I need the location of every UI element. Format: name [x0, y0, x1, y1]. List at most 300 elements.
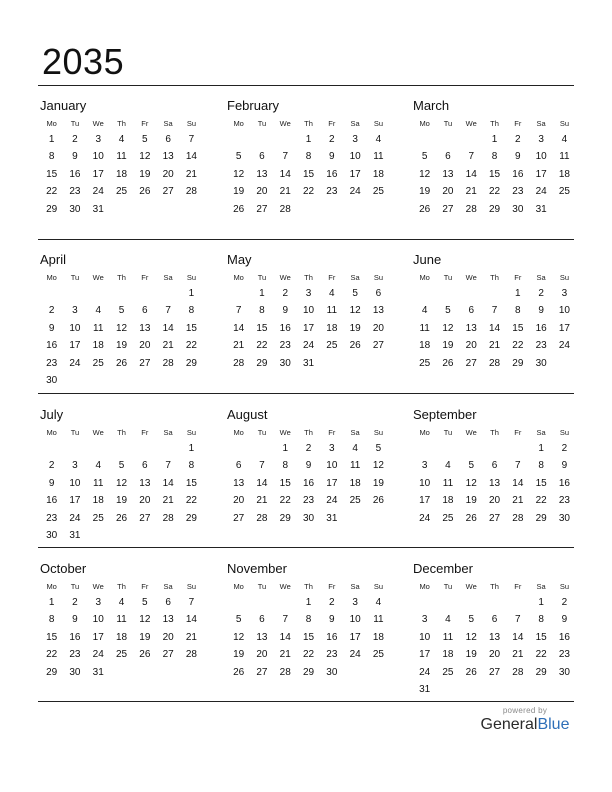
day-cell: 13: [162, 151, 174, 163]
day-cell: 8: [188, 460, 195, 472]
day-cell: 31: [326, 512, 338, 524]
weekday-label: Mo: [46, 582, 57, 591]
day-cell: 18: [92, 495, 104, 507]
weekday-label: We: [465, 428, 477, 437]
weekday-label: Fr: [328, 119, 336, 128]
day-cell: 1: [538, 443, 544, 454]
month-grid: [227, 579, 387, 681]
day-cell: 3: [421, 614, 428, 626]
day-cell: 4: [118, 597, 125, 608]
day-cell: 16: [558, 477, 570, 489]
weekday-label: Tu: [443, 273, 453, 282]
day-cell: 21: [512, 649, 524, 661]
day-cell: 18: [115, 168, 128, 180]
day-cell: 27: [139, 357, 151, 369]
weekday-label: We: [465, 273, 477, 282]
day-cell: 2: [561, 443, 568, 454]
day-cell: 3: [352, 597, 358, 608]
weekday-label: Su: [186, 119, 197, 128]
day-cell: 23: [326, 186, 338, 198]
day-cell: 17: [92, 631, 104, 643]
day-cell: 24: [419, 512, 431, 524]
weekday-label: Tu: [257, 428, 267, 437]
day-cell: 18: [372, 168, 384, 180]
day-cell: 7: [468, 151, 475, 163]
day-cell: 27: [256, 203, 268, 215]
empty-cell: [87, 285, 110, 302]
weekday-label: Su: [186, 582, 197, 591]
month-july: [40, 407, 200, 544]
weekday-label: We: [465, 119, 477, 128]
day-cell: 8: [282, 460, 289, 472]
day-cell: 4: [329, 288, 335, 299]
day-cell: 10: [419, 631, 431, 643]
weekday-label: Th: [117, 119, 126, 128]
weekday-label: Th: [490, 119, 499, 128]
day-cell: 4: [375, 134, 382, 145]
divider: [38, 701, 574, 702]
day-cell: 25: [442, 666, 454, 678]
day-cell: 23: [46, 512, 58, 524]
day-cell: 18: [115, 631, 128, 643]
day-cell: 27: [465, 357, 477, 369]
day-cell: 10: [326, 460, 338, 472]
day-cell: 8: [48, 614, 55, 626]
day-cell: 28: [233, 357, 245, 369]
day-cell: 22: [535, 649, 547, 661]
day-cell: 5: [235, 614, 242, 626]
day-cell: 19: [233, 186, 245, 198]
day-cell: 13: [256, 168, 268, 180]
weekday-label: We: [279, 582, 291, 591]
day-cell: 18: [349, 477, 361, 489]
weekday-label: Fr: [328, 582, 336, 591]
weekday-label: Sa: [350, 582, 360, 591]
day-cell: 5: [445, 305, 451, 317]
month-name: March: [413, 98, 450, 113]
day-cell: 22: [488, 186, 501, 198]
weekday-label: Sa: [536, 582, 546, 591]
day-cell: 9: [48, 477, 55, 489]
day-cell: 19: [442, 340, 454, 352]
day-cell: 2: [305, 443, 312, 454]
day-cell: 10: [558, 305, 570, 317]
day-cell: 27: [233, 512, 245, 524]
day-cell: 7: [282, 151, 289, 163]
month-grid: [40, 579, 200, 681]
day-cell: 11: [373, 151, 384, 163]
month-grid: [40, 116, 200, 218]
weekday-label: Su: [559, 119, 570, 128]
weekday-label: We: [92, 119, 104, 128]
day-cell: 4: [421, 305, 428, 317]
month-grid: [40, 425, 200, 544]
day-cell: 24: [419, 666, 431, 678]
brand-logo: [470, 716, 580, 734]
day-cell: 27: [256, 666, 268, 678]
month-grid: [227, 116, 387, 218]
day-cell: 24: [302, 340, 315, 352]
day-cell: 17: [419, 495, 431, 507]
empty-cell: [156, 285, 179, 302]
day-cell: 11: [116, 151, 127, 163]
month-name: November: [227, 561, 287, 576]
weekday-label: Tu: [70, 119, 80, 128]
empty-cell: [436, 440, 459, 457]
day-cell: 13: [139, 477, 151, 489]
day-cell: 15: [512, 322, 524, 334]
day-cell: 5: [352, 288, 358, 299]
month-october: [40, 561, 200, 681]
day-cell: 6: [491, 614, 498, 626]
weekday-label: Fr: [514, 119, 522, 128]
day-cell: 28: [256, 512, 268, 524]
weekday-label: Mo: [419, 582, 430, 591]
weekday-label: Th: [490, 582, 499, 591]
weekday-label: Th: [304, 273, 313, 282]
day-cell: 2: [48, 305, 55, 317]
day-cell: 25: [115, 649, 128, 661]
day-cell: 2: [561, 597, 568, 608]
day-cell: 28: [512, 512, 524, 524]
day-cell: 7: [165, 460, 171, 472]
day-cell: 19: [349, 322, 361, 334]
day-cell: 7: [282, 614, 289, 626]
day-cell: 17: [349, 168, 361, 180]
month-august: [227, 407, 387, 527]
day-cell: 3: [95, 597, 102, 608]
day-cell: 14: [185, 614, 197, 626]
day-cell: 23: [558, 649, 570, 661]
day-cell: 26: [349, 340, 361, 352]
day-cell: 8: [538, 460, 544, 472]
day-cell: 5: [142, 597, 148, 608]
empty-cell: [227, 285, 250, 302]
day-cell: 2: [48, 460, 55, 472]
month-name: September: [413, 407, 477, 422]
day-cell: 29: [279, 512, 291, 524]
day-cell: 24: [92, 649, 104, 661]
day-cell: 26: [115, 512, 128, 524]
weekday-label: Th: [117, 582, 126, 591]
empty-cell: [227, 594, 250, 611]
day-cell: 10: [302, 305, 315, 317]
weekday-label: Mo: [419, 273, 430, 282]
day-cell: 14: [512, 631, 524, 643]
day-cell: 23: [326, 649, 338, 661]
day-cell: 6: [235, 460, 242, 472]
month-november: [227, 561, 387, 681]
day-cell: 11: [93, 322, 104, 334]
weekday-label: Th: [490, 428, 499, 437]
day-cell: 5: [468, 614, 475, 626]
weekday-label: Su: [559, 273, 570, 282]
day-cell: 19: [139, 631, 151, 643]
month-name: February: [227, 98, 280, 113]
day-cell: 12: [115, 477, 128, 489]
day-cell: 29: [185, 512, 197, 524]
day-cell: 24: [349, 649, 361, 661]
day-cell: 31: [92, 203, 104, 215]
weekday-label: Mo: [233, 273, 244, 282]
weekday-label: We: [279, 119, 291, 128]
weekday-label: Sa: [163, 582, 173, 591]
day-cell: 9: [561, 460, 568, 472]
day-cell: 9: [329, 151, 335, 163]
day-cell: 20: [162, 168, 174, 180]
day-cell: 7: [515, 460, 521, 472]
day-cell: 12: [465, 631, 477, 643]
weekday-label: Su: [186, 428, 197, 437]
empty-cell: [483, 285, 506, 302]
weekday-label: Mo: [419, 428, 430, 437]
empty-cell: [87, 440, 110, 457]
month-grid: [227, 425, 387, 527]
day-cell: 17: [558, 322, 570, 334]
weekday-label: Th: [304, 119, 313, 128]
day-cell: 6: [142, 460, 148, 472]
day-cell: 4: [95, 460, 102, 472]
day-cell: 5: [118, 305, 125, 317]
day-cell: 16: [558, 631, 570, 643]
day-cell: 12: [233, 631, 245, 643]
day-cell: 9: [72, 151, 78, 163]
day-cell: 7: [188, 597, 195, 608]
day-cell: 6: [375, 288, 382, 299]
day-cell: 1: [515, 288, 521, 299]
day-cell: 13: [372, 305, 384, 317]
month-december: [413, 561, 573, 698]
empty-cell: [413, 285, 436, 302]
empty-cell: [483, 440, 506, 457]
month-april: [40, 252, 200, 389]
day-cell: 8: [48, 151, 55, 163]
day-cell: 21: [185, 631, 197, 643]
day-cell: 17: [302, 322, 315, 334]
day-cell: 12: [419, 168, 431, 180]
empty-cell: [63, 285, 86, 302]
day-cell: 22: [46, 649, 58, 661]
day-cell: 25: [419, 357, 431, 369]
day-cell: 11: [116, 614, 127, 626]
day-cell: 20: [372, 322, 384, 334]
day-cell: 14: [162, 477, 174, 489]
day-cell: 2: [72, 597, 78, 608]
weekday-label: We: [465, 582, 477, 591]
powered-by-label: powered by: [502, 706, 548, 715]
empty-cell: [63, 440, 86, 457]
day-cell: 23: [69, 186, 81, 198]
day-cell: 11: [442, 477, 454, 489]
day-cell: 5: [118, 460, 125, 472]
day-cell: 10: [535, 151, 547, 163]
day-cell: 2: [329, 134, 335, 145]
day-cell: 16: [69, 168, 81, 180]
month-grid: [40, 270, 200, 389]
day-cell: 22: [279, 495, 291, 507]
day-cell: 30: [326, 666, 338, 678]
day-cell: 4: [445, 460, 451, 472]
day-cell: 29: [512, 357, 524, 369]
empty-cell: [506, 440, 529, 457]
divider: [38, 547, 574, 548]
day-cell: 15: [302, 168, 315, 180]
weekday-label: We: [279, 428, 291, 437]
day-cell: 23: [535, 340, 547, 352]
day-cell: 16: [46, 340, 58, 352]
page-title: 2035: [42, 41, 125, 82]
empty-cell: [156, 440, 179, 457]
day-cell: 19: [139, 168, 151, 180]
day-cell: 1: [188, 288, 195, 299]
weekday-label: Su: [373, 273, 384, 282]
weekday-label: Fr: [141, 428, 149, 437]
weekday-label: Fr: [328, 428, 336, 437]
day-cell: 31: [69, 529, 81, 541]
empty-cell: [250, 594, 273, 611]
day-cell: 30: [512, 203, 524, 215]
day-cell: 24: [326, 495, 338, 507]
day-cell: 21: [233, 340, 245, 352]
month-name: January: [40, 98, 87, 113]
day-cell: 16: [279, 322, 291, 334]
day-cell: 22: [185, 495, 197, 507]
day-cell: 12: [349, 305, 361, 317]
day-cell: 14: [512, 477, 524, 489]
month-may: [227, 252, 387, 372]
day-cell: 15: [185, 477, 197, 489]
day-cell: 14: [233, 322, 245, 334]
weekday-label: Fr: [141, 273, 149, 282]
day-cell: 16: [326, 168, 338, 180]
day-cell: 18: [92, 340, 104, 352]
day-cell: 26: [465, 512, 477, 524]
day-cell: 15: [46, 168, 58, 180]
day-cell: 26: [139, 649, 151, 661]
weekday-label: Sa: [163, 428, 173, 437]
divider: [38, 85, 574, 86]
weekday-label: Mo: [46, 428, 57, 437]
day-cell: 20: [139, 340, 151, 352]
day-cell: 10: [349, 151, 361, 163]
empty-cell: [460, 285, 483, 302]
weekday-label: Tu: [443, 119, 453, 128]
empty-cell: [250, 440, 273, 457]
weekday-label: Th: [490, 273, 499, 282]
weekday-label: Su: [373, 582, 384, 591]
day-cell: 11: [442, 631, 454, 643]
day-cell: 5: [375, 443, 382, 454]
weekday-label: Fr: [514, 428, 522, 437]
day-cell: 26: [419, 203, 431, 215]
day-cell: 1: [305, 134, 312, 145]
day-cell: 5: [235, 151, 242, 163]
empty-cell: [460, 440, 483, 457]
day-cell: 3: [329, 443, 335, 454]
weekday-label: Sa: [350, 428, 360, 437]
weekday-label: Fr: [328, 273, 336, 282]
day-cell: 16: [302, 477, 315, 489]
day-cell: 9: [48, 322, 55, 334]
day-cell: 25: [372, 649, 384, 661]
day-cell: 17: [349, 631, 361, 643]
day-cell: 8: [515, 305, 521, 317]
day-cell: 8: [491, 151, 498, 163]
day-cell: 17: [419, 649, 431, 661]
weekday-label: Fr: [141, 582, 149, 591]
day-cell: 21: [279, 649, 291, 661]
day-cell: 21: [512, 495, 524, 507]
day-cell: 9: [561, 614, 568, 626]
weekday-label: Tu: [70, 582, 80, 591]
day-cell: 6: [165, 597, 171, 608]
day-cell: 1: [48, 597, 55, 608]
day-cell: 10: [419, 477, 431, 489]
day-cell: 21: [162, 495, 174, 507]
day-cell: 3: [352, 134, 358, 145]
day-cell: 21: [465, 186, 477, 198]
day-cell: 19: [372, 477, 384, 489]
day-cell: 4: [375, 597, 382, 608]
brand-general-text: General: [480, 716, 538, 733]
day-cell: 16: [512, 168, 524, 180]
day-cell: 4: [445, 614, 451, 626]
day-cell: 20: [256, 649, 268, 661]
day-cell: 23: [302, 495, 315, 507]
day-cell: 25: [372, 186, 384, 198]
day-cell: 27: [372, 340, 384, 352]
weekday-label: Mo: [233, 582, 244, 591]
day-cell: 14: [279, 631, 291, 643]
month-january: [40, 98, 200, 218]
weekday-label: Fr: [514, 582, 522, 591]
day-cell: 5: [468, 460, 475, 472]
day-cell: 15: [488, 168, 501, 180]
day-cell: 11: [373, 614, 384, 626]
day-cell: 24: [92, 186, 104, 198]
day-cell: 1: [282, 443, 289, 454]
day-cell: 30: [69, 203, 81, 215]
day-cell: 13: [488, 631, 501, 643]
empty-cell: [110, 440, 133, 457]
weekday-label: Su: [186, 273, 197, 282]
day-cell: 20: [256, 186, 268, 198]
day-cell: 13: [139, 322, 151, 334]
day-cell: 12: [233, 168, 245, 180]
day-cell: 1: [48, 134, 55, 145]
month-name: May: [227, 252, 252, 267]
day-cell: 29: [46, 203, 58, 215]
weekday-label: Fr: [514, 273, 522, 282]
weekday-label: Mo: [419, 119, 430, 128]
day-cell: 22: [302, 186, 315, 198]
day-cell: 24: [69, 357, 81, 369]
day-cell: 28: [279, 666, 291, 678]
day-cell: 23: [46, 357, 58, 369]
divider: [38, 239, 574, 240]
day-cell: 19: [115, 495, 128, 507]
day-cell: 19: [465, 649, 477, 661]
day-cell: 22: [46, 186, 58, 198]
day-cell: 8: [538, 614, 544, 626]
day-cell: 15: [185, 322, 197, 334]
day-cell: 9: [282, 305, 289, 317]
day-cell: 3: [72, 460, 78, 472]
day-cell: 7: [259, 460, 265, 472]
empty-cell: [413, 594, 436, 611]
weekday-label: Th: [117, 273, 126, 282]
day-cell: 27: [442, 203, 454, 215]
